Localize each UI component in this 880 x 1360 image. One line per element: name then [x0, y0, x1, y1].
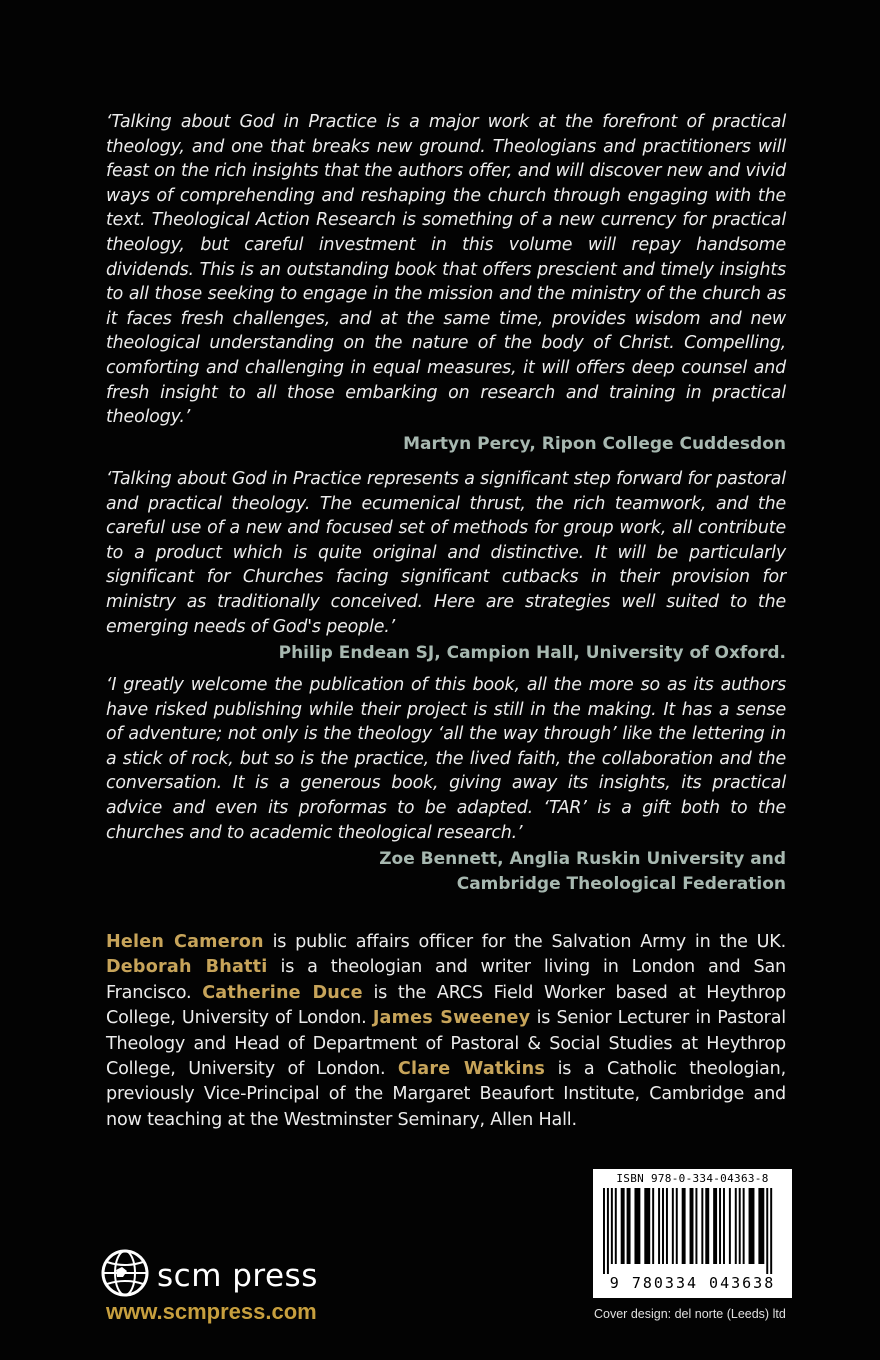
barcode-bar: [719, 1188, 721, 1264]
endorsement-quote-bennett: [106, 673, 786, 897]
author-bio: is public affairs officer for the Salvation Army in the UK.: [263, 932, 786, 952]
barcode-bar: [739, 1188, 741, 1264]
barcode-bar: [627, 1188, 631, 1264]
barcode-bar: [666, 1188, 668, 1264]
globe-icon: [98, 1246, 152, 1300]
barcode-bar: [735, 1188, 737, 1264]
barcode-bar: [644, 1188, 650, 1264]
barcode-bar: [607, 1188, 609, 1274]
barcode-bar: [749, 1188, 755, 1264]
author-name: Clare Watkins: [397, 1059, 546, 1080]
barcode-bar: [729, 1188, 731, 1264]
barcode-bar: [743, 1188, 745, 1264]
endorsement-quote-percy: [106, 110, 786, 457]
author-name: Helen Cameron: [106, 932, 264, 952]
author-bio: is a theologian and writer living in London and San Francisco.: [106, 957, 786, 1003]
barcode-bar: [682, 1188, 686, 1264]
quote-attribution: Martyn Percy, Ripon College Cuddesdon: [403, 433, 786, 454]
isbn-barcode: [593, 1169, 792, 1298]
quote-text: ‘I greatly welcome the publication of this book, all the more so as its authors have risked publishing while their project is still in the making. It has a sense of adventure; not only is the theology ‘all the way through’ like the lettering in a stick of rock, but so is the practice, the lived faith, the collaboration and the conversation. It is a generous book, giving away its insights, its practical advice and even its proformas to be adapted. ‘TAR’ is a gift both to the churches and to academic theological research.’: [106, 675, 786, 843]
author-name: Catherine Duce: [202, 982, 363, 1003]
barcode-bar: [634, 1188, 640, 1264]
barcode-bar: [611, 1188, 613, 1264]
barcode-bar: [603, 1188, 605, 1274]
barcode-bar: [695, 1188, 697, 1264]
author-name: James Sweeney: [372, 1008, 531, 1029]
quote-attribution: Philip Endean SJ, Campion Hall, University of Oxford.: [278, 643, 786, 664]
quote-text: ‘Talking about God in Practice is a major work at the forefront of practical theology, and one that breaks new ground. Theologians and practitioners will feast on the rich insights that the authors offer, and will discover new and vivid ways of comprehending and reshaping the church through engaging with the text. Theological Action Research is something of a new currency for practical theology, but careful investment in this volume will repay handsome dividends. This is an outstanding book that offers prescient and timely insights to all those seeking to engage in the mission and the ministry of the church as it faces fresh challenges, and at the same time, provides wisdom and new theological understanding on the nature of the body of Christ. Compelling, comforting and challenging in equal measures, it will offers deep counsel and fresh insight to all those embarking on research and training in practical theology.’: [106, 112, 786, 428]
barcode-bar: [758, 1188, 764, 1264]
barcode-bar: [770, 1188, 772, 1274]
barcode-bar: [672, 1188, 674, 1264]
barcode-bar: [662, 1188, 664, 1264]
barcode-digits: 9 780334 043638: [609, 1274, 776, 1292]
author-bio: is a Catholic theologian, previously Vice-Principal of the Margaret Beaufort Institute, Cambridge and now teaching at the Westminster Seminary, Allen Hall.: [106, 1059, 786, 1130]
barcode-bar: [690, 1188, 694, 1264]
barcode-bar: [615, 1188, 617, 1264]
cover-design-credit: Cover design: del norte (Leeds) ltd: [594, 1307, 786, 1321]
author-name: Deborah Bhatti: [106, 957, 268, 978]
endorsement-quote-endean: [106, 467, 786, 666]
barcode-bar: [723, 1188, 725, 1264]
barcode-bar: [676, 1188, 678, 1264]
barcode-bar: [658, 1188, 660, 1264]
author-bio: is the ARCS Field Worker based at Heythrop College, University of London.: [106, 982, 787, 1029]
isbn-label: ISBN 978-0-334-04363-8: [616, 1172, 769, 1185]
barcode-bar: [713, 1188, 717, 1264]
barcode-bar: [621, 1188, 625, 1264]
quote-text: ‘Talking about God in Practice represents a significant step forward for pastoral and practical theology. The ecumenical thrust, the rich teamwork, and the careful use of a new and focused set of methods for group work, all contribute to a product which is quite original and distinctive. It will be particularly significant for Churches facing significant cutbacks in their provision for ministry as traditionally conceived. Here are strategies well suited to the emerging needs of God's people.’: [106, 469, 786, 637]
barcode-bar: [766, 1188, 768, 1274]
barcode-bar: [705, 1188, 709, 1264]
barcode-icon: [603, 1188, 782, 1274]
barcode-bar: [652, 1188, 654, 1264]
publisher-name: scm press: [157, 1258, 318, 1294]
quote-attribution-line2: Cambridge Theological Federation: [456, 874, 786, 895]
author-bios: [106, 930, 786, 1133]
publisher-url[interactable]: www.scmpress.com: [106, 1299, 317, 1324]
quote-attribution-line1: Zoe Bennett, Anglia Ruskin University and: [379, 849, 786, 870]
author-bio: is Senior Lecturer in Pastoral Theology and Head of Department of Pastoral & Social Studies at Heythrop College, University of London.: [106, 1008, 786, 1080]
barcode-bar: [701, 1188, 703, 1264]
